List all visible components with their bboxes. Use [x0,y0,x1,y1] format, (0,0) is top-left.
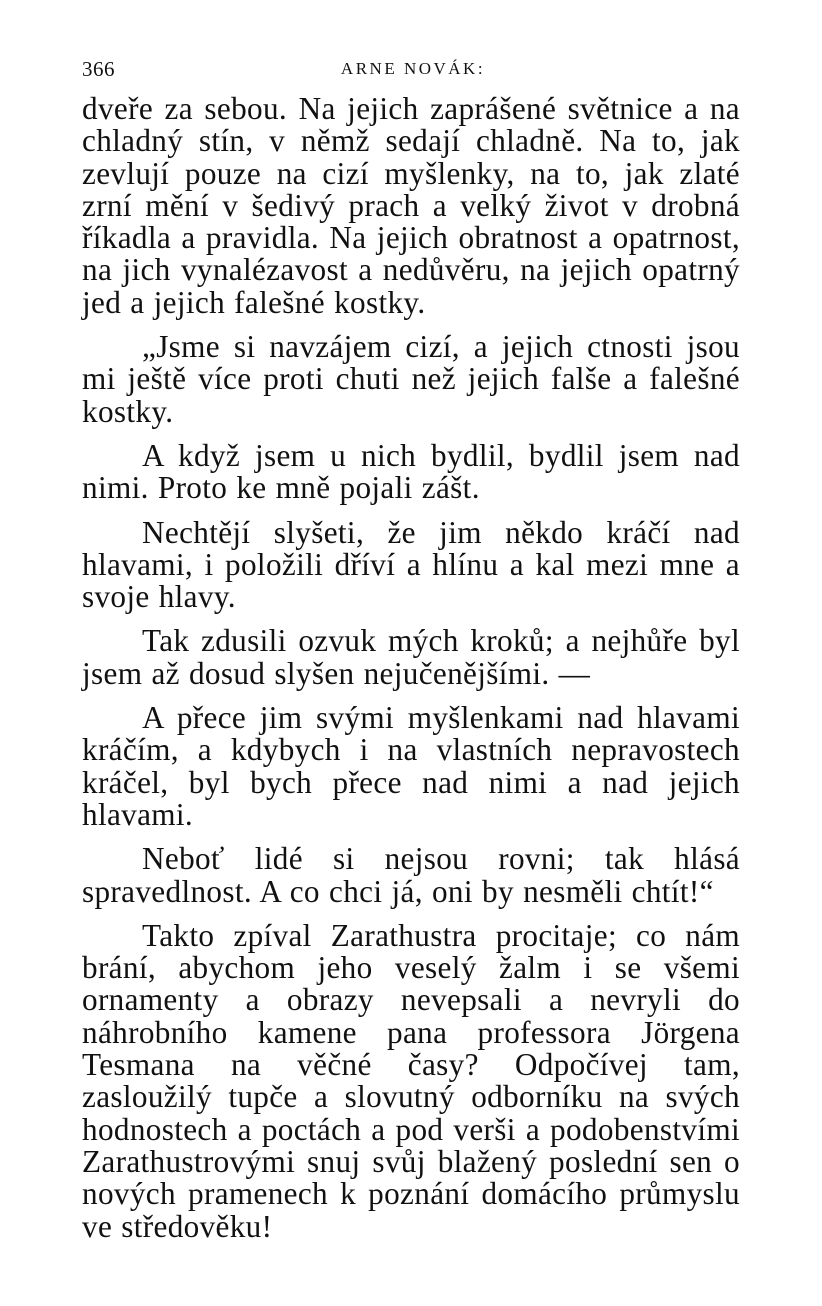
body-text [82,93,740,1243]
paragraph: „Jsme si navzájem cizí, a jejich ctnosti jsou mi ještě více proti chuti než jejich falše a falešné kostky. [82,329,740,429]
paragraph: Neboť lidé si nejsou rovni; tak hlásá spravedlnost. A co chci já, oni by nesměli chtít!“ [82,841,740,909]
paragraph: A když jsem u nich bydlil, bydlil jsem nad nimi. Proto ke mně pojali zášt. [82,437,740,506]
running-title: ARNE NOVÁK: [340,59,486,78]
paragraph: Tak zdusili ozvuk mých kroků; a nejhůře byl jsem až dosud slyšen nejučenějšími. — [82,623,740,691]
paragraph: dveře za sebou. Na jejich zaprášené světnice a na chladný stín, v němž sedají chladně. Na to, jak zevlují pouze na cizí myšlenky, na to, jak zlaté zrní mění v šedivý prach a velký život v drobná říkadla a pravidla. Na jejich obratnost a opatrnost, na jich vynalézavost a nedůvěru, na jejich opatrný jed a jejich falešné kostky. [82,91,740,320]
paragraph: Nechtějí slyšeti, že jim někdo kráčí nad hlavami, i položili dříví a hlínu a kal mezi mne a svoje hlavy. [82,514,740,615]
paragraph: A přece jim svými myšlenkami nad hlavami kráčím, a kdybych i na vlastních nepravostech kráčel, byl bych přece nad nimi a nad jejich hlavami. [82,700,740,832]
page-number: 366 [82,57,115,81]
running-head [82,57,744,85]
paragraph: Takto zpíval Zarathustra procitaje; co nám brání, abychom jeho veselý žalm i se všemi ornamenty a obrazy nevepsali a nevryli do náhrobního kamene pana professora Jörgena Tesmana na věčné časy? Odpočívej tam, zasloužilý tupče a slovutný odborníku na svých hodnostech a poctách a pod verši a podobenstvími Zarathustrovými snuj svůj blažený poslední sen o nových pramenech k poznání domácího průmyslu ve středověku! [82,917,740,1244]
